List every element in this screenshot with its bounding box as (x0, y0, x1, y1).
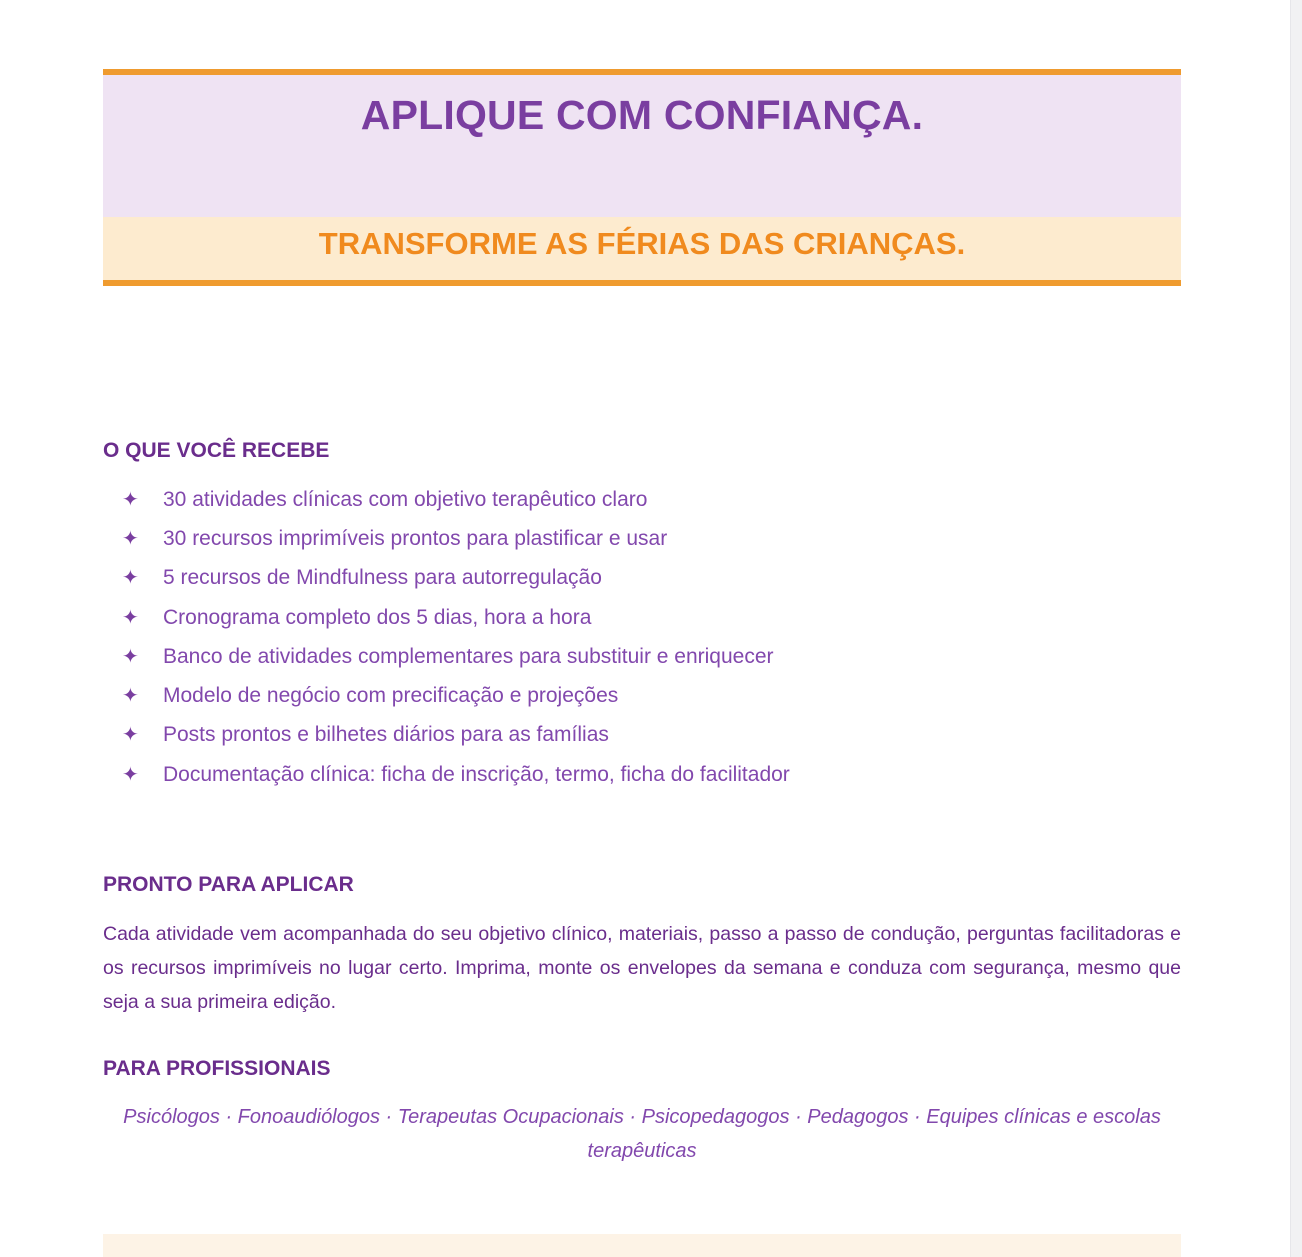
sparkle-bullet-icon: ✦ (122, 763, 139, 786)
sparkle-bullet-icon: ✦ (122, 724, 139, 747)
list-item (122, 559, 790, 598)
sparkle-bullet-icon: ✦ (122, 645, 139, 668)
list-item (122, 637, 790, 676)
benefit-text: 5 recursos de Mindfulness para autorregulação (163, 566, 602, 590)
benefit-text: Posts prontos e bilhetes diários para as famílias (163, 723, 609, 747)
hero-title: APLIQUE COM CONFIANÇA. (360, 92, 924, 138)
ready-heading: PRONTO PARA APLICAR (103, 873, 354, 896)
hero-bottom-border (103, 280, 1181, 286)
benefits-list (122, 480, 790, 794)
benefit-text: 30 recursos imprimíveis prontos para plastificar e usar (163, 526, 668, 550)
list-item (122, 480, 790, 519)
benefits-heading: O QUE VOCÊ RECEBE (103, 439, 330, 462)
hero-banner (103, 69, 1181, 287)
list-item (122, 598, 790, 637)
benefit-text: 30 atividades clínicas com objetivo terapêutico claro (163, 487, 648, 511)
benefit-text: Banco de atividades complementares para substituir e enriquecer (163, 644, 774, 668)
scrollbar[interactable] (1290, 0, 1302, 1257)
hero-subtitle: TRANSFORME AS FÉRIAS DAS CRIANÇAS. (318, 226, 966, 261)
list-item (122, 755, 790, 794)
sparkle-bullet-icon: ✦ (122, 685, 139, 708)
benefit-text: Documentação clínica: ficha de inscrição, termo, ficha do facilitador (163, 762, 790, 786)
sparkle-bullet-icon: ✦ (122, 606, 139, 629)
benefit-text: Modelo de negócio com precificação e projeções (163, 684, 619, 708)
sparkle-bullet-icon: ✦ (122, 527, 139, 550)
next-section-band (103, 1234, 1181, 1257)
ready-body-paragraph: Cada atividade vem acompanhada do seu objetivo clínico, materiais, passo a passo de condução, perguntas facilitadoras e os recursos imprimíveis no lugar certo. Imprima, monte os envelopes da semana e conduza com segurança, mesmo que seja a sua primeira edição. (103, 923, 1181, 1013)
sparkle-bullet-icon: ✦ (122, 567, 139, 590)
professions-list: Psicólogos · Fonoaudiólogos · Terapeutas Ocupacionais · Psicopedagogos · Pedagogos · Equipes clínicas e escolas terapêuticas (123, 1106, 1161, 1162)
list-item (122, 676, 790, 715)
sparkle-bullet-icon: ✦ (122, 488, 139, 511)
list-item (122, 716, 790, 755)
list-item (122, 519, 790, 558)
benefit-text: Cronograma completo dos 5 dias, hora a hora (163, 605, 592, 629)
audience-heading: PARA PROFISSIONAIS (103, 1057, 331, 1080)
